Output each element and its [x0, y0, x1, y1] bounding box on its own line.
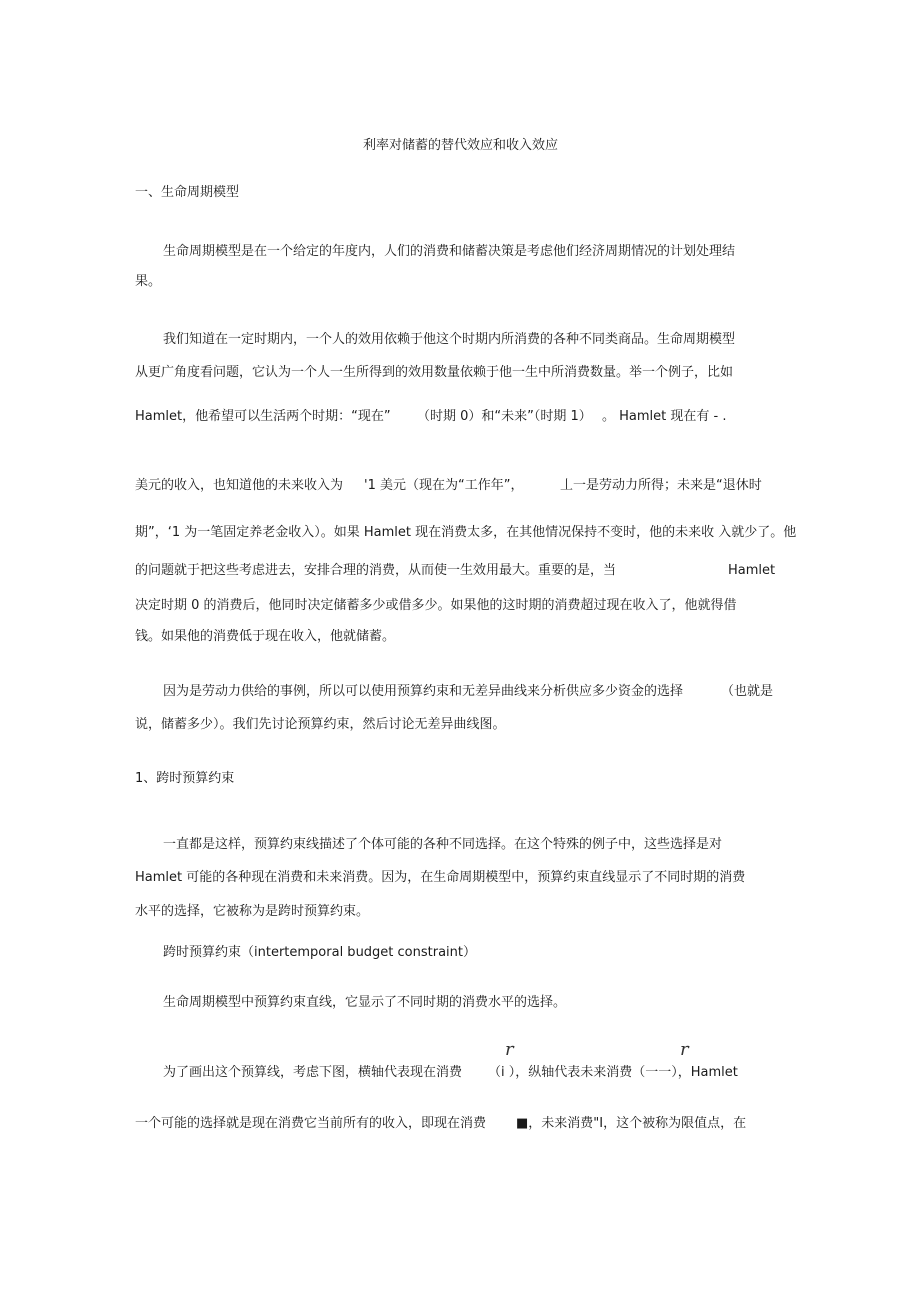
paragraph-2-line-1: 我们知道在一定时期内，一个人的效用依赖于他这个时期内所消费的各种不同类商品。生命周期模型: [163, 332, 736, 347]
paragraph-1-line-1: 生命周期模型是在一个给定的年度内，人们的消费和储蓄决策是考虑他们经济周期情况的计划处理结: [163, 244, 736, 259]
paragraph-2-line-4c: 丄一是劳动力所得；未来是“退休时: [560, 478, 762, 493]
paragraph-4-line-3: 水平的选择，它被称为是跨时预算约束。: [135, 904, 370, 919]
paragraph-2-line-4a: 美元的收入，也知道他的未来收入为: [135, 478, 344, 493]
paragraph-2-line-3a: Hamlet，他希望可以生活两个时期：“现在”: [135, 409, 391, 424]
paragraph-4-line-1: 一直都是这样，预算约束线描述了个体可能的各种不同选择。在这个特殊的例子中，这些选择是对: [163, 837, 723, 852]
paragraph-2-line-3b: （时期 0）和“未来”（时期 1）: [417, 409, 592, 424]
paragraph-2-line-7: 决定时期 0 的消费后，他同时决定储蓄多少或借多少。如果他的这时期的消费超过现在收入了，他就得借: [135, 598, 737, 613]
section-heading-intertemporal-budget: 1、跨时预算约束: [135, 771, 235, 786]
paragraph-5-line-1b: （i ），纵轴代表未来消费（一一），Hamlet: [488, 1065, 738, 1080]
paragraph-3-line-1b: （也就是: [721, 684, 774, 699]
paragraph-2-line-6b: Hamlet: [728, 563, 776, 578]
paragraph-5-line-2b: ■，未来消费"I，这个被称为限值点，在: [516, 1116, 747, 1131]
paragraph-2-line-4b: '1 美元（现在为“工作年”，: [364, 478, 524, 493]
math-symbol-r-2: r: [680, 1039, 689, 1060]
paragraph-2-line-2: 从更广角度看问题，它认为一个人一生所得到的效用数量依赖于他一生中所消费数量。举一个例子，比如: [135, 365, 734, 380]
paragraph-3-line-1a: 因为是劳动力供给的事例，所以可以使用预算约束和无差异曲线来分析供应多少资金的选择: [163, 684, 684, 699]
term-intertemporal-budget-constraint: 跨时预算约束（intertemporal budget constraint）: [163, 945, 477, 960]
paragraph-2-line-5: 期”，‘1 为一笔固定养老金收入）。如果 Hamlet 现在消费太多，在其他情况保持不变时，他的未来收 入就少了。他: [135, 525, 797, 540]
paragraph-2-line-6a: 的问题就于把这些考虑进去，安排合理的消费，从而使一生效用最大。重要的是，当: [135, 563, 617, 578]
paragraph-5-line-1a: 为了画出这个预算线，考虑下图，横轴代表现在消费: [163, 1065, 463, 1080]
paragraph-2-line-3c: 。 Hamlet 现在有 - .: [602, 409, 727, 424]
document-title: 利率对储蓄的替代效应和收入效应: [363, 138, 559, 153]
section-heading-life-cycle-model: 一、生命周期模型: [135, 185, 240, 200]
paragraph-3-line-2: 说，储蓄多少）。我们先讨论预算约束，然后讨论无差异曲线图。: [135, 717, 506, 732]
paragraph-2-line-8: 钱。如果他的消费低于现在收入，他就储蓄。: [135, 629, 396, 644]
paragraph-4-line-2: Hamlet 可能的各种现在消费和未来消费。因为，在生命周期模型中，预算约束直线显示了不同时期的消费: [135, 870, 746, 885]
paragraph-5-line-2a: 一个可能的选择就是现在消费它当前所有的收入，即现在消费: [135, 1116, 487, 1131]
math-symbol-r-1: r: [505, 1039, 514, 1060]
definition-text: 生命周期模型中预算约束直线，它显示了不同时期的消费水平的选择。: [163, 995, 567, 1010]
paragraph-1-line-2: 果。: [135, 274, 162, 289]
